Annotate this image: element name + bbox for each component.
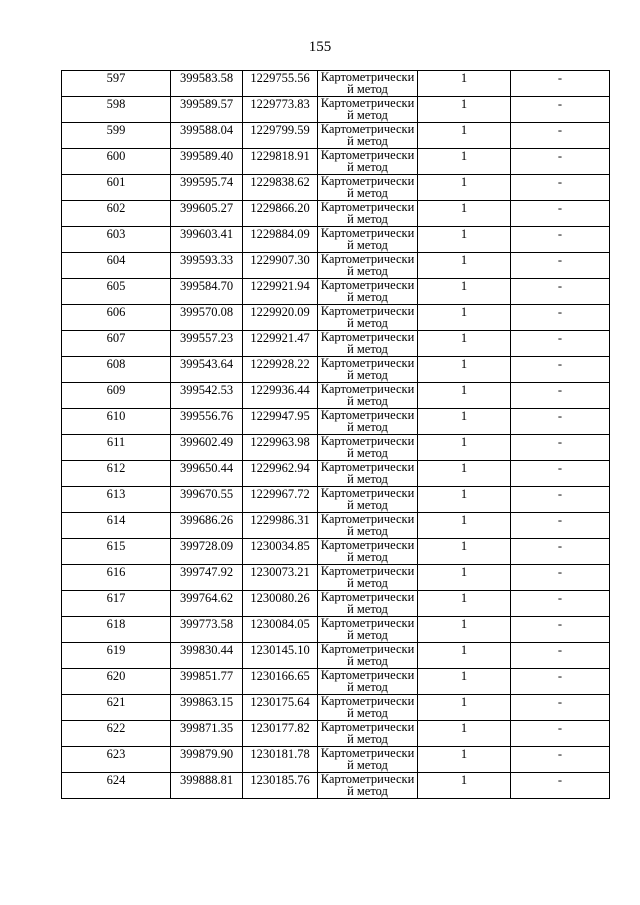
point-number-cell: 607 [62,331,171,357]
table-row [62,617,610,643]
method-line-1: Картометрически [320,538,415,552]
table-row [62,669,610,695]
y-coordinate-cell: 1229838.62 [243,175,318,201]
note-cell: - [511,591,610,617]
method-line-1: Картометрически [320,642,415,656]
method-line-2: й метод [347,472,388,486]
note-cell: - [511,175,610,201]
method-line-2: й метод [347,186,388,200]
x-coordinate-cell: 399595.74 [171,175,243,201]
note-cell: - [511,357,610,383]
method-cell [318,461,418,487]
method-line-2: й метод [347,758,388,772]
method-cell [318,71,418,97]
method-line-1: Картометрически [320,226,415,240]
y-coordinate-cell: 1229947.95 [243,409,318,435]
x-coordinate-cell: 399593.33 [171,253,243,279]
table-row [62,279,610,305]
x-coordinate-cell: 399584.70 [171,279,243,305]
table-row [62,201,610,227]
accuracy-cell: 1 [418,175,511,201]
method-cell [318,435,418,461]
note-cell: - [511,513,610,539]
point-number-cell: 613 [62,487,171,513]
y-coordinate-cell: 1230073.21 [243,565,318,591]
y-coordinate-cell: 1229773.83 [243,97,318,123]
y-coordinate-cell: 1229936.44 [243,383,318,409]
accuracy-cell: 1 [418,409,511,435]
note-cell: - [511,435,610,461]
method-line-2: й метод [347,82,388,96]
accuracy-cell: 1 [418,747,511,773]
y-coordinate-cell: 1229963.98 [243,435,318,461]
accuracy-cell: 1 [418,331,511,357]
table-row [62,565,610,591]
y-coordinate-cell: 1229962.94 [243,461,318,487]
y-coordinate-cell: 1230185.76 [243,773,318,799]
point-number-cell: 614 [62,513,171,539]
table-row [62,305,610,331]
method-line-2: й метод [347,212,388,226]
accuracy-cell: 1 [418,71,511,97]
x-coordinate-cell: 399650.44 [171,461,243,487]
method-cell [318,331,418,357]
method-line-1: Картометрически [320,434,415,448]
table-row [62,357,610,383]
accuracy-cell: 1 [418,435,511,461]
table-row [62,123,610,149]
method-line-1: Картометрически [320,590,415,604]
table-row [62,591,610,617]
x-coordinate-cell: 399602.49 [171,435,243,461]
point-number-cell: 602 [62,201,171,227]
note-cell: - [511,695,610,721]
accuracy-cell: 1 [418,305,511,331]
method-line-2: й метод [347,576,388,590]
x-coordinate-cell: 399589.57 [171,97,243,123]
accuracy-cell: 1 [418,617,511,643]
accuracy-cell: 1 [418,513,511,539]
x-coordinate-cell: 399557.23 [171,331,243,357]
method-line-1: Картометрически [320,70,415,84]
table-row [62,539,610,565]
y-coordinate-cell: 1230034.85 [243,539,318,565]
note-cell: - [511,97,610,123]
table-row [62,773,610,799]
x-coordinate-cell: 399728.09 [171,539,243,565]
method-cell [318,279,418,305]
accuracy-cell: 1 [418,487,511,513]
y-coordinate-cell: 1230084.05 [243,617,318,643]
method-line-1: Картометрически [320,200,415,214]
x-coordinate-cell: 399851.77 [171,669,243,695]
x-coordinate-cell: 399830.44 [171,643,243,669]
note-cell: - [511,721,610,747]
table-row [62,175,610,201]
note-cell: - [511,617,610,643]
accuracy-cell: 1 [418,97,511,123]
method-line-1: Картометрически [320,694,415,708]
y-coordinate-cell: 1229921.47 [243,331,318,357]
method-cell [318,175,418,201]
accuracy-cell: 1 [418,253,511,279]
method-line-2: й метод [347,628,388,642]
accuracy-cell: 1 [418,695,511,721]
point-number-cell: 605 [62,279,171,305]
x-coordinate-cell: 399583.58 [171,71,243,97]
note-cell: - [511,461,610,487]
method-cell [318,253,418,279]
y-coordinate-cell: 1230080.26 [243,591,318,617]
method-line-1: Картометрически [320,252,415,266]
method-cell [318,123,418,149]
method-line-1: Картометрически [320,96,415,110]
point-number-cell: 624 [62,773,171,799]
table-body [62,71,610,799]
point-number-cell: 620 [62,669,171,695]
x-coordinate-cell: 399863.15 [171,695,243,721]
method-cell [318,721,418,747]
note-cell: - [511,279,610,305]
accuracy-cell: 1 [418,383,511,409]
table-row [62,513,610,539]
note-cell: - [511,71,610,97]
point-number-cell: 604 [62,253,171,279]
point-number-cell: 606 [62,305,171,331]
note-cell: - [511,643,610,669]
method-cell [318,383,418,409]
note-cell: - [511,201,610,227]
method-cell [318,305,418,331]
y-coordinate-cell: 1229967.72 [243,487,318,513]
point-number-cell: 597 [62,71,171,97]
method-line-1: Картометрически [320,512,415,526]
method-line-1: Картометрически [320,720,415,734]
point-number-cell: 615 [62,539,171,565]
y-coordinate-cell: 1230177.82 [243,721,318,747]
accuracy-cell: 1 [418,357,511,383]
table-row [62,97,610,123]
method-cell [318,695,418,721]
method-line-1: Картометрически [320,382,415,396]
table-row [62,435,610,461]
method-line-1: Картометрически [320,746,415,760]
method-line-1: Картометрически [320,486,415,500]
method-cell [318,617,418,643]
method-line-2: й метод [347,160,388,174]
method-line-1: Картометрически [320,668,415,682]
accuracy-cell: 1 [418,773,511,799]
accuracy-cell: 1 [418,565,511,591]
point-number-cell: 617 [62,591,171,617]
x-coordinate-cell: 399670.55 [171,487,243,513]
x-coordinate-cell: 399556.76 [171,409,243,435]
method-line-2: й метод [347,134,388,148]
method-line-1: Картометрически [320,408,415,422]
point-number-cell: 616 [62,565,171,591]
method-line-2: й метод [347,368,388,382]
point-number-cell: 621 [62,695,171,721]
note-cell: - [511,487,610,513]
point-number-cell: 599 [62,123,171,149]
y-coordinate-cell: 1229921.94 [243,279,318,305]
point-number-cell: 622 [62,721,171,747]
method-cell [318,149,418,175]
method-line-2: й метод [347,524,388,538]
point-number-cell: 612 [62,461,171,487]
method-cell [318,591,418,617]
table-row [62,227,610,253]
x-coordinate-cell: 399764.62 [171,591,243,617]
method-cell [318,773,418,799]
point-number-cell: 598 [62,97,171,123]
y-coordinate-cell: 1230181.78 [243,747,318,773]
method-line-1: Картометрически [320,278,415,292]
table-row [62,71,610,97]
method-line-2: й метод [347,784,388,798]
table-row [62,409,610,435]
accuracy-cell: 1 [418,227,511,253]
method-line-2: й метод [347,394,388,408]
method-cell [318,357,418,383]
method-cell [318,643,418,669]
x-coordinate-cell: 399871.35 [171,721,243,747]
x-coordinate-cell: 399543.64 [171,357,243,383]
accuracy-cell: 1 [418,123,511,149]
y-coordinate-cell: 1229907.30 [243,253,318,279]
table-row [62,461,610,487]
x-coordinate-cell: 399570.08 [171,305,243,331]
note-cell: - [511,331,610,357]
accuracy-cell: 1 [418,149,511,175]
method-line-1: Картометрически [320,330,415,344]
x-coordinate-cell: 399588.04 [171,123,243,149]
method-line-2: й метод [347,238,388,252]
table-row [62,331,610,357]
note-cell: - [511,747,610,773]
y-coordinate-cell: 1229986.31 [243,513,318,539]
y-coordinate-cell: 1230145.10 [243,643,318,669]
method-cell [318,201,418,227]
y-coordinate-cell: 1230175.64 [243,695,318,721]
note-cell: - [511,149,610,175]
x-coordinate-cell: 399589.40 [171,149,243,175]
point-number-cell: 603 [62,227,171,253]
method-cell [318,747,418,773]
x-coordinate-cell: 399605.27 [171,201,243,227]
method-line-2: й метод [347,602,388,616]
point-number-cell: 619 [62,643,171,669]
method-cell [318,565,418,591]
y-coordinate-cell: 1229818.91 [243,149,318,175]
note-cell: - [511,253,610,279]
point-number-cell: 601 [62,175,171,201]
method-line-2: й метод [347,290,388,304]
method-line-2: й метод [347,108,388,122]
y-coordinate-cell: 1229920.09 [243,305,318,331]
note-cell: - [511,227,610,253]
x-coordinate-cell: 399888.81 [171,773,243,799]
point-number-cell: 600 [62,149,171,175]
x-coordinate-cell: 399879.90 [171,747,243,773]
accuracy-cell: 1 [418,201,511,227]
method-cell [318,409,418,435]
method-line-2: й метод [347,446,388,460]
table-row [62,643,610,669]
method-line-1: Картометрически [320,772,415,786]
table-row [62,721,610,747]
accuracy-cell: 1 [418,643,511,669]
note-cell: - [511,669,610,695]
point-number-cell: 609 [62,383,171,409]
point-number-cell: 618 [62,617,171,643]
note-cell: - [511,383,610,409]
method-cell [318,539,418,565]
accuracy-cell: 1 [418,669,511,695]
y-coordinate-cell: 1229866.20 [243,201,318,227]
point-number-cell: 623 [62,747,171,773]
method-cell [318,227,418,253]
method-line-1: Картометрически [320,148,415,162]
y-coordinate-cell: 1229799.59 [243,123,318,149]
accuracy-cell: 1 [418,461,511,487]
method-line-2: й метод [347,706,388,720]
accuracy-cell: 1 [418,721,511,747]
method-line-1: Картометрически [320,356,415,370]
method-line-1: Картометрически [320,174,415,188]
method-line-1: Картометрически [320,304,415,318]
method-line-2: й метод [347,342,388,356]
y-coordinate-cell: 1229884.09 [243,227,318,253]
point-number-cell: 608 [62,357,171,383]
method-line-1: Картометрически [320,460,415,474]
x-coordinate-cell: 399747.92 [171,565,243,591]
table-row [62,253,610,279]
table-row [62,487,610,513]
y-coordinate-cell: 1229928.22 [243,357,318,383]
note-cell: - [511,305,610,331]
method-cell [318,487,418,513]
note-cell: - [511,409,610,435]
y-coordinate-cell: 1229755.56 [243,71,318,97]
method-cell [318,513,418,539]
y-coordinate-cell: 1230166.65 [243,669,318,695]
note-cell: - [511,123,610,149]
x-coordinate-cell: 399603.41 [171,227,243,253]
method-cell [318,97,418,123]
table-row [62,149,610,175]
accuracy-cell: 1 [418,279,511,305]
method-line-2: й метод [347,654,388,668]
method-line-1: Картометрически [320,122,415,136]
accuracy-cell: 1 [418,539,511,565]
method-line-2: й метод [347,732,388,746]
note-cell: - [511,565,610,591]
table-row [62,747,610,773]
note-cell: - [511,773,610,799]
accuracy-cell: 1 [418,591,511,617]
page-number: 155 [308,39,332,55]
table-row [62,695,610,721]
point-number-cell: 610 [62,409,171,435]
x-coordinate-cell: 399542.53 [171,383,243,409]
note-cell: - [511,539,610,565]
method-line-1: Картометрически [320,564,415,578]
method-cell [318,669,418,695]
coordinates-table [61,70,610,799]
x-coordinate-cell: 399686.26 [171,513,243,539]
point-number-cell: 611 [62,435,171,461]
method-line-1: Картометрически [320,616,415,630]
method-line-2: й метод [347,680,388,694]
method-line-2: й метод [347,264,388,278]
method-line-2: й метод [347,316,388,330]
x-coordinate-cell: 399773.58 [171,617,243,643]
method-line-2: й метод [347,550,388,564]
method-line-2: й метод [347,420,388,434]
method-line-2: й метод [347,498,388,512]
table-row [62,383,610,409]
